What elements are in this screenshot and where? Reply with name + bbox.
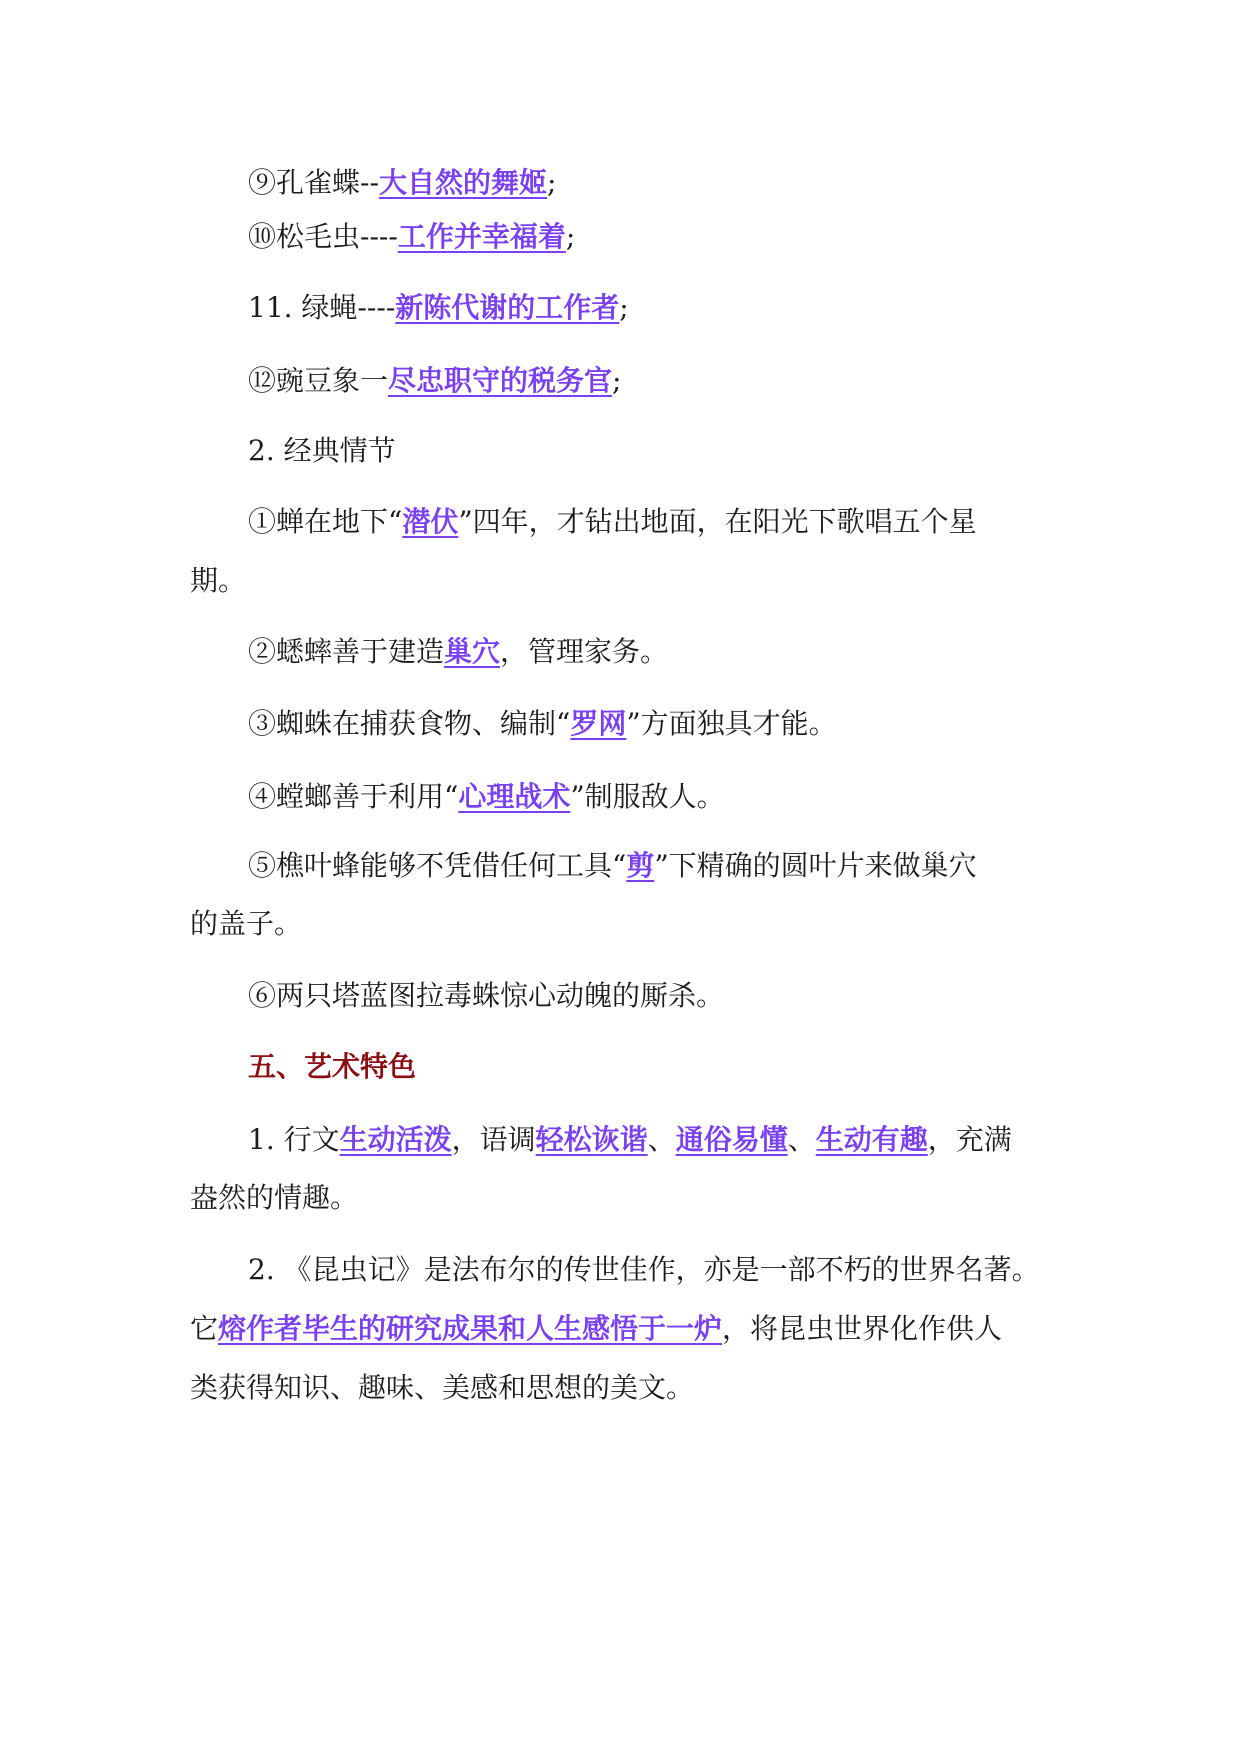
punctuation: ; (619, 291, 629, 324)
list-item (248, 217, 1118, 257)
text-run: ，将昆虫世界化作供人 (722, 1312, 1003, 1345)
punctuation: ; (565, 220, 576, 253)
paragraph-continuation: 盎然的情趣。 (190, 1181, 359, 1214)
highlighted-text: 心理战术 (458, 780, 571, 813)
paragraph-continuation: 的盖子。 (190, 907, 303, 940)
paragraph: 2. 《昆虫记》是法布尔的传世佳作，亦是一部不朽的世界名著。 (248, 1253, 1040, 1286)
item-label: ⑩松毛虫---- (248, 220, 398, 253)
highlighted-text: 熔作者毕生的研究成果和人生感悟于一炉 (218, 1312, 723, 1345)
text-run: ，充满 (927, 1123, 1012, 1156)
list-item (248, 288, 1118, 328)
punctuation: ; (546, 166, 557, 199)
paragraph (248, 502, 1118, 542)
text-run: ⑤樵叶蜂能够不凭借任何工具“ (248, 849, 627, 882)
paragraph (248, 846, 1118, 886)
paragraph-continuation: 期。 (190, 564, 247, 597)
text-run: 、 (787, 1123, 816, 1156)
text-run: ”方面独具才能。 (626, 707, 837, 740)
paragraph (248, 1120, 1118, 1160)
item-label: ⑨孔雀蝶-- (248, 166, 379, 199)
text-run: ③蜘蛛在捕获食物、编制“ (248, 707, 571, 740)
highlighted-text: 新陈代谢的工作者 (395, 291, 620, 324)
highlighted-text: 生动有趣 (815, 1123, 928, 1156)
section-heading: 五、艺术特色 (248, 1050, 417, 1083)
text-run: 、 (647, 1123, 676, 1156)
text-run: 它 (190, 1312, 219, 1345)
text-run: ，管理家务。 (500, 635, 669, 668)
item-label: 11. 绿蝇---- (248, 291, 396, 324)
highlighted-text: 大自然的舞姬 (378, 166, 547, 199)
list-item (248, 361, 1118, 401)
text-run: ②蟋蟀善于建造 (248, 635, 445, 668)
highlighted-text: 剪 (626, 849, 655, 882)
text-run: ，语调 (451, 1123, 536, 1156)
text-run: ”四年，才钻出地面，在阳光下歌唱五个星 (458, 505, 977, 538)
highlighted-text: 尽忠职守的税务官 (388, 364, 613, 397)
item-label: ⑫豌豆象一 (248, 364, 389, 397)
highlighted-text: 潜伏 (402, 505, 459, 538)
paragraph-continuation (190, 1309, 1060, 1349)
punctuation: ; (612, 364, 622, 397)
text-run: 1. 行文 (248, 1123, 340, 1156)
highlighted-text: 工作并幸福着 (397, 220, 566, 253)
paragraph (248, 704, 1118, 744)
highlighted-text: 生动活泼 (339, 1123, 452, 1156)
paragraph-continuation: 类获得知识、趣味、美感和思想的美文。 (190, 1371, 695, 1404)
paragraph (248, 777, 1118, 817)
highlighted-text: 轻松诙谐 (535, 1123, 648, 1156)
paragraph (248, 632, 1118, 672)
text-run: ①蝉在地下“ (248, 505, 403, 538)
highlighted-text: 通俗易懂 (675, 1123, 788, 1156)
text-run: ④螳螂善于利用“ (248, 780, 459, 813)
highlighted-text: 罗网 (570, 707, 627, 740)
highlighted-text: 巢穴 (444, 635, 501, 668)
list-item (248, 163, 1118, 203)
text-run: ”下精确的圆叶片来做巢穴 (654, 849, 977, 882)
paragraph: ⑥两只塔蓝图拉毒蛛惊心动魄的厮杀。 (248, 979, 725, 1012)
section-title: 2. 经典情节 (248, 434, 396, 467)
text-run: ”制服敌人。 (570, 780, 725, 813)
